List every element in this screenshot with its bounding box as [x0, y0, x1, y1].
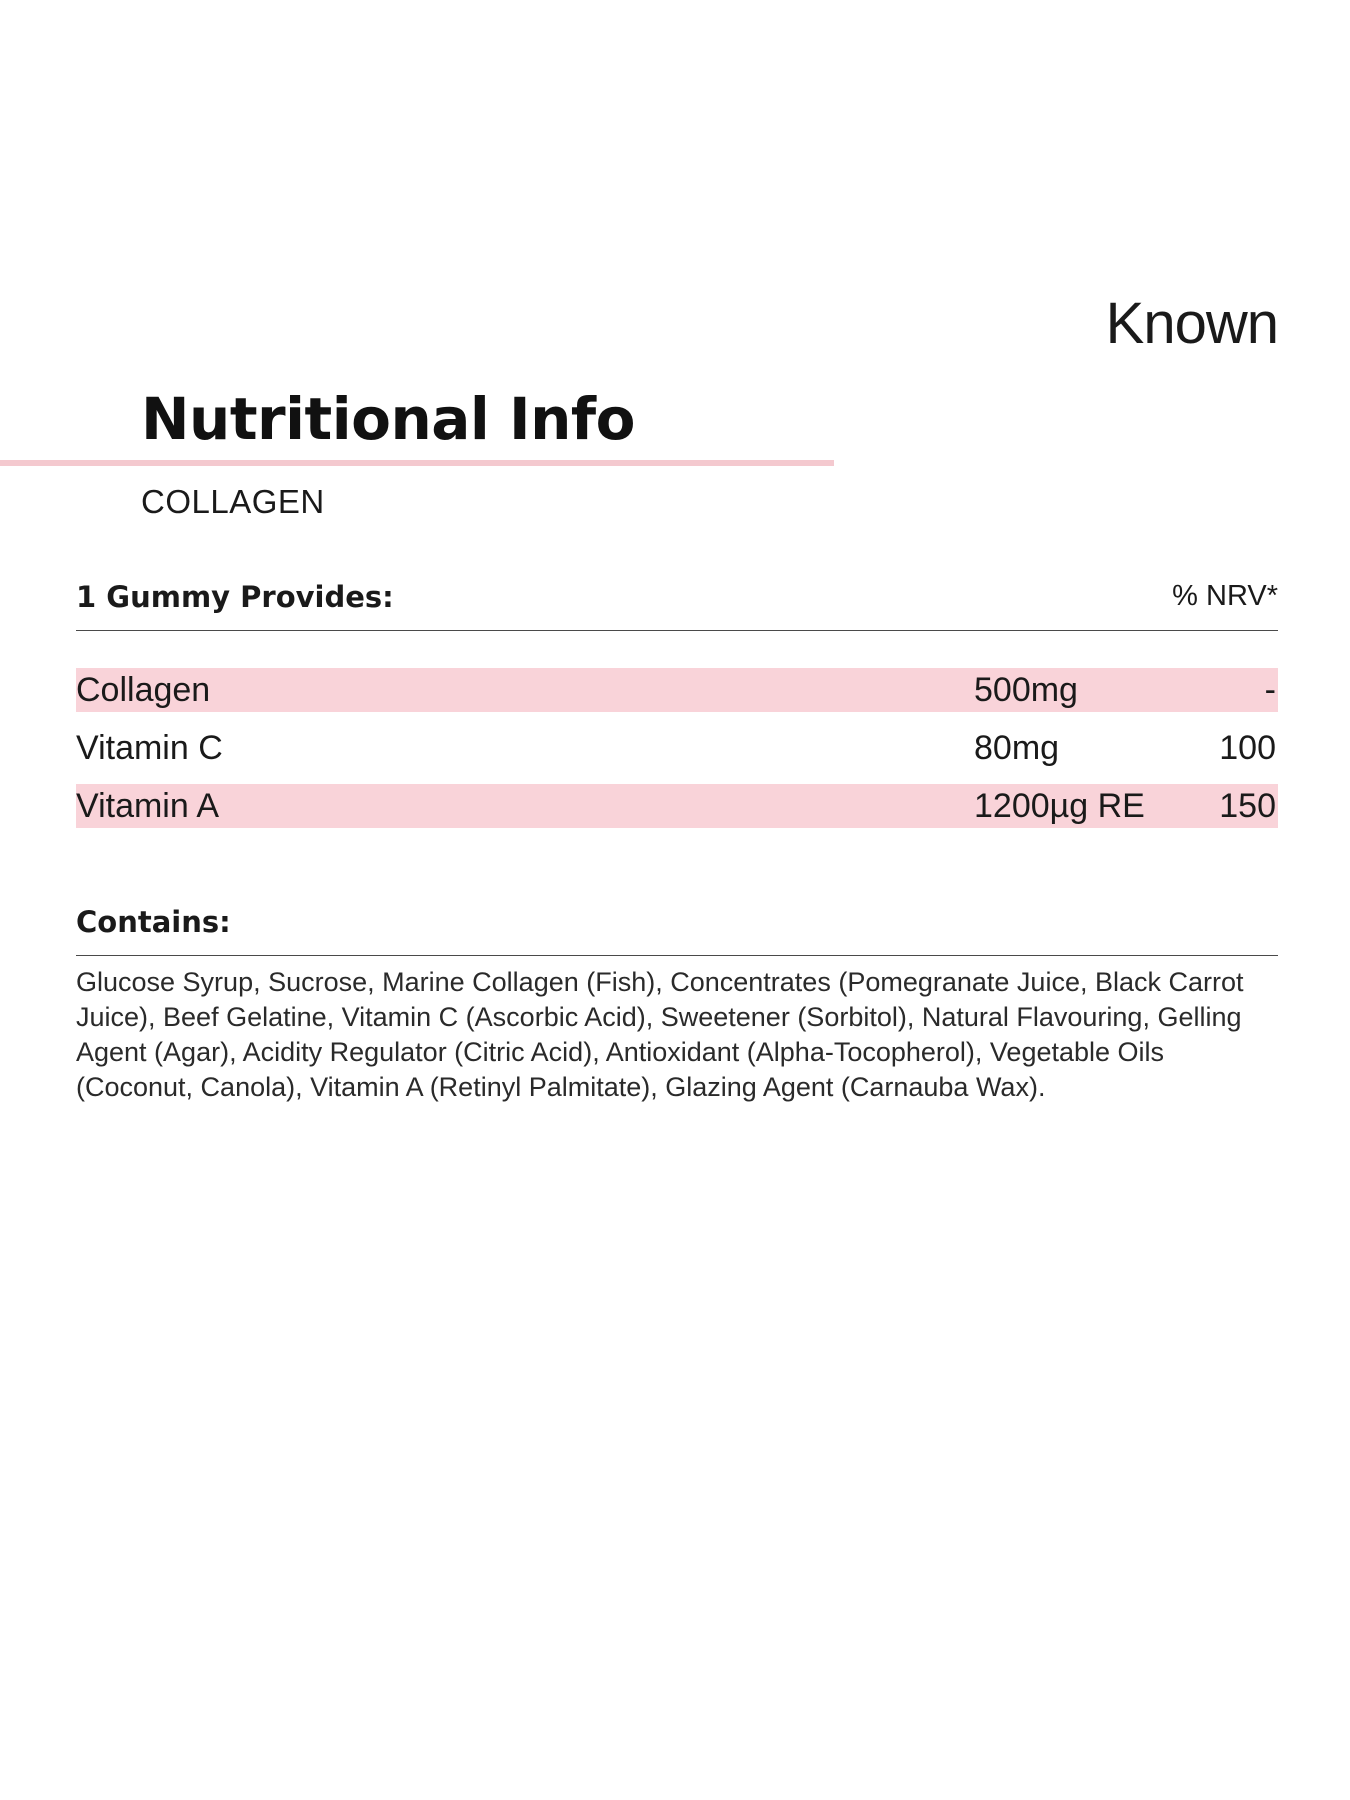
nutrient-amount: 500mg: [974, 671, 1078, 709]
contains-header: [76, 905, 1278, 956]
brand-logo: Known: [1105, 291, 1278, 356]
product-name: COLLAGEN: [141, 483, 325, 520]
nutrient-name: Vitamin C: [76, 729, 223, 767]
nutrient-name: Vitamin A: [76, 787, 220, 825]
nutrient-amount: 1200µg RE: [974, 787, 1145, 825]
nutrient-name: Collagen: [76, 671, 211, 709]
serving-label: 1 Gummy Provides:: [76, 580, 394, 614]
serving-header: [76, 580, 1278, 631]
nutrient-nrv: 100: [1219, 729, 1276, 767]
nutrient-nrv: 150: [1219, 787, 1276, 825]
contains-label: Contains:: [76, 905, 231, 939]
nutrient-amount: 80mg: [974, 729, 1060, 767]
nutrient-row: [76, 668, 1278, 712]
nutrient-nrv: -: [1264, 671, 1276, 709]
title-underline: [0, 460, 834, 466]
ingredients-list: Glucose Syrup, Sucrose, Marine Collagen (Fish), Concentrates (Pomegranate Juice, Black Carrot Juice), Beef Gelatine, Vitamin C (Ascorbic Acid), Sweetener (Sorbitol), Natural Flavouring, Gelling Agent (Agar), Acidity Regulator (Citric Acid), Antioxidant (Alpha-Tocopherol), Vegetable Oils (Coconut, Canola), Vitamin A (Retinyl Palmitate), Glazing Agent (Carnauba Wax).: [76, 967, 1244, 1102]
page-title: Nutritional Info: [141, 385, 635, 453]
nutrient-table: [76, 668, 1278, 842]
nrv-column-label: % NRV*: [1172, 580, 1278, 612]
nutrient-row: [76, 726, 1278, 770]
nutrient-row: [76, 784, 1278, 828]
